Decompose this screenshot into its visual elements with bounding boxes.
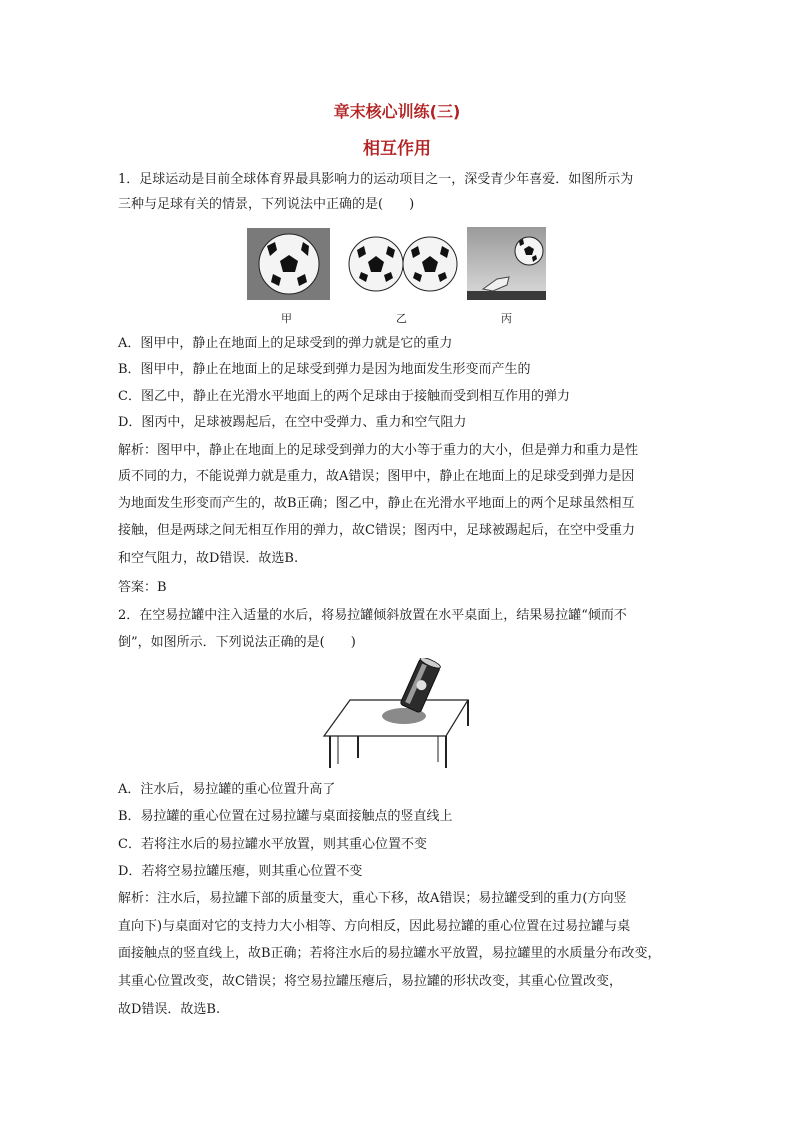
q2-option-b: B．易拉罐的重心位置在过易拉罐与桌面接触点的竖直线上 <box>118 809 453 824</box>
page-title: 章末核心训练(三) <box>333 102 461 121</box>
q2-stem-line-1: 2．在空易拉罐中注入适量的水后，将易拉罐倾斜放置在水平桌面上，结果易拉罐“倾而不 <box>118 608 627 623</box>
q2-option-c: C．若将注水后的易拉罐水平放置，则其重心位置不变 <box>118 837 427 852</box>
q1-stem-line-1: 1．足球运动是目前全球体育界最具影响力的运动项目之一，深受青少年喜爱．如图所示为 <box>118 172 634 187</box>
q2-option-a: A．注水后，易拉罐的重心位置升高了 <box>118 782 336 797</box>
q2-analysis-line-4: 其重心位置改变，故C错误；将空易拉罐压瘪后，易拉罐的形状改变，其重心位置改变， <box>118 974 622 989</box>
q1-figure-bing <box>467 227 546 300</box>
q2-stem-line-2: 倒”，如图所示．下列说法正确的是( ) <box>118 635 356 650</box>
q2-analysis-line-5: 故D错误．故选B. <box>118 1002 221 1017</box>
q1-analysis-line-5: 和空气阻力，故D错误．故选B. <box>118 551 299 566</box>
q1-option-c: C．图乙中，静止在光滑水平地面上的两个足球由于接触而受到相互作用的弹力 <box>118 389 570 404</box>
q1-analysis-line-3: 为地面发生形变而产生的，故B正确；图乙中，静止在光滑水平地面上的两个足球虽然相互 <box>118 496 635 511</box>
q1-figure-yi <box>347 234 459 294</box>
q1-answer: 答案：B <box>118 580 167 595</box>
q1-analysis-line-2: 质不同的力，不能说弹力就是重力，故A错误；图甲中，静止在地面上的足球受到弹力是因 <box>118 469 635 484</box>
q1-figure-jia <box>247 228 330 300</box>
q1-figure-label-bing: 丙 <box>501 312 512 325</box>
q1-option-d: D．图丙中，足球被踢起后，在空中受弹力、重力和空气阻力 <box>118 415 467 430</box>
q2-figure-can-on-table <box>318 658 476 774</box>
page-subtitle: 相互作用 <box>363 139 431 159</box>
q1-figure-label-jia: 甲 <box>281 312 292 325</box>
q1-analysis-line-1: 解析：图甲中，静止在地面上的足球受到弹力的大小等于重力的大小，但是弹力和重力是性 <box>118 443 639 458</box>
q2-analysis-line-1: 解析：注水后，易拉罐下部的质量变大，重心下移，故A错误；易拉罐受到的重力(方向竖 <box>118 891 627 906</box>
q1-analysis-line-4: 接触，但是两球之间无相互作用的弹力，故C错误；图丙中，足球被踢起后，在空中受重力 <box>118 523 635 538</box>
q1-stem-line-2: 三种与足球有关的情景，下列说法中正确的是( ) <box>118 197 415 212</box>
q1-option-b: B．图甲中，静止在地面上的足球受到弹力是因为地面发生形变而产生的 <box>118 362 531 377</box>
q2-analysis-line-3: 面接触点的竖直线上，故B正确；若将注水后的易拉罐水平放置，易拉罐里的水质量分布改变， <box>118 946 661 961</box>
q2-analysis-line-2: 直向下)与桌面对它的支持力大小相等、方向相反，因此易拉罐的重心位置在过易拉罐与桌 <box>118 919 631 934</box>
q2-option-d: D．若将空易拉罐压瘪，则其重心位置不变 <box>118 864 363 879</box>
q1-figure-label-yi: 乙 <box>396 312 407 325</box>
q1-option-a: A．图甲中，静止在地面上的足球受到的弹力就是它的重力 <box>118 336 453 351</box>
